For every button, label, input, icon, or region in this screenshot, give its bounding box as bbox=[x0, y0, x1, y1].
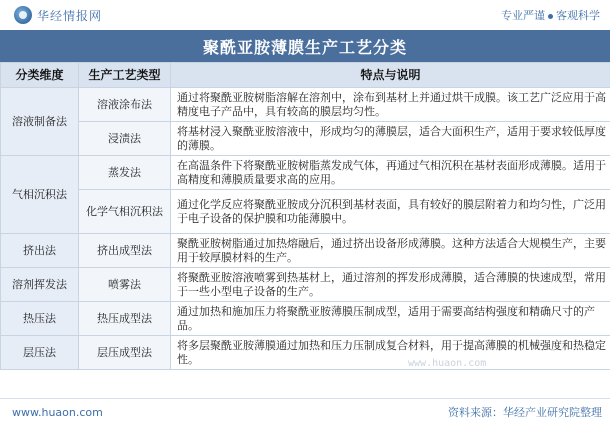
table-row bbox=[1, 190, 610, 234]
process-cell: 溶液涂布法 bbox=[79, 88, 171, 122]
table-row bbox=[1, 156, 610, 190]
process-cell: 挤出成型法 bbox=[79, 234, 171, 268]
table-row bbox=[1, 122, 610, 156]
footer-source: 资料来源：华经产业研究院整理 bbox=[448, 406, 602, 419]
column-header-description: 特点与说明 bbox=[171, 63, 610, 88]
process-cell: 化学气相沉积法 bbox=[79, 190, 171, 234]
category-cell: 溶剂挥发法 bbox=[1, 268, 79, 302]
huajing-logo-icon bbox=[14, 6, 32, 24]
brand[interactable] bbox=[14, 6, 102, 24]
category-cell: 气相沉积法 bbox=[1, 156, 79, 234]
table-header-row bbox=[1, 63, 610, 88]
category-cell: 热压法 bbox=[1, 302, 79, 336]
process-table bbox=[0, 62, 610, 370]
column-header-process: 生产工艺类型 bbox=[79, 63, 171, 88]
description-cell: 将聚酰亚胺溶液喷雾到热基材上，通过溶剂的挥发形成薄膜，适合薄膜的快速成型，常用于一些小型电子设备的生产。 bbox=[171, 268, 610, 302]
top-bar bbox=[0, 0, 610, 30]
description-cell: 通过化学反应将聚酰亚胺成分沉积到基材表面，具有较好的膜层附着力和均匀性，广泛用于电子设备的保护膜和功能薄膜中。 bbox=[171, 190, 610, 234]
category-cell: 溶液制备法 bbox=[1, 88, 79, 156]
description-cell: 将基材浸入聚酰亚胺溶液中，形成均匀的薄膜层，适合大面积生产，适用于要求较低厚度的薄膜。 bbox=[171, 122, 610, 156]
slogan bbox=[501, 7, 600, 23]
slogan-right: 客观科学 bbox=[556, 9, 600, 22]
process-cell: 热压成型法 bbox=[79, 302, 171, 336]
table-row bbox=[1, 88, 610, 122]
description-cell: 在高温条件下将聚酰亚胺树脂蒸发成气体，再通过气相沉积在基材表面形成薄膜。适用于高精度和薄膜质量要求高的应用。 bbox=[171, 156, 610, 190]
description-cell: 通过将聚酰亚胺树脂溶解在溶剂中，涂布到基材上并通过烘干成膜。该工艺广泛应用于高精度电子产品中，具有较高的膜层均匀性。 bbox=[171, 88, 610, 122]
description-cell: 聚酰亚胺树脂通过加热熔融后，通过挤出设备形成薄膜。这种方法适合大规模生产，主要用于较厚膜材料的生产。 bbox=[171, 234, 610, 268]
footer-site-link[interactable]: www.huaon.com bbox=[12, 405, 103, 419]
table-row bbox=[1, 336, 610, 370]
category-cell: 挤出法 bbox=[1, 234, 79, 268]
bullet-dot-icon bbox=[548, 14, 553, 19]
process-cell: 蒸发法 bbox=[79, 156, 171, 190]
process-cell: 喷雾法 bbox=[79, 268, 171, 302]
table-row bbox=[1, 234, 610, 268]
category-cell: 层压法 bbox=[1, 336, 79, 370]
title-band bbox=[0, 30, 610, 62]
page-title: 聚酰亚胺薄膜生产工艺分类 bbox=[202, 37, 407, 57]
watermark: www.huaon.com bbox=[408, 358, 487, 369]
footer bbox=[0, 398, 610, 425]
brand-name: 华经情报网 bbox=[37, 8, 103, 23]
description-cell: 通过加热和施加压力将聚酰亚胺薄膜压制成型，适用于需要高结构强度和精确尺寸的产品。 bbox=[171, 302, 610, 336]
process-cell: 浸渍法 bbox=[79, 122, 171, 156]
column-header-category: 分类维度 bbox=[1, 63, 79, 88]
process-cell: 层压成型法 bbox=[79, 336, 171, 370]
description-cell: 将多层聚酰亚胺薄膜通过加热和压力压制成复合材料，用于提高薄膜的机械强度和热稳定性。 bbox=[171, 336, 610, 370]
slogan-left: 专业严谨 bbox=[501, 9, 545, 22]
table-row bbox=[1, 268, 610, 302]
table-row bbox=[1, 302, 610, 336]
